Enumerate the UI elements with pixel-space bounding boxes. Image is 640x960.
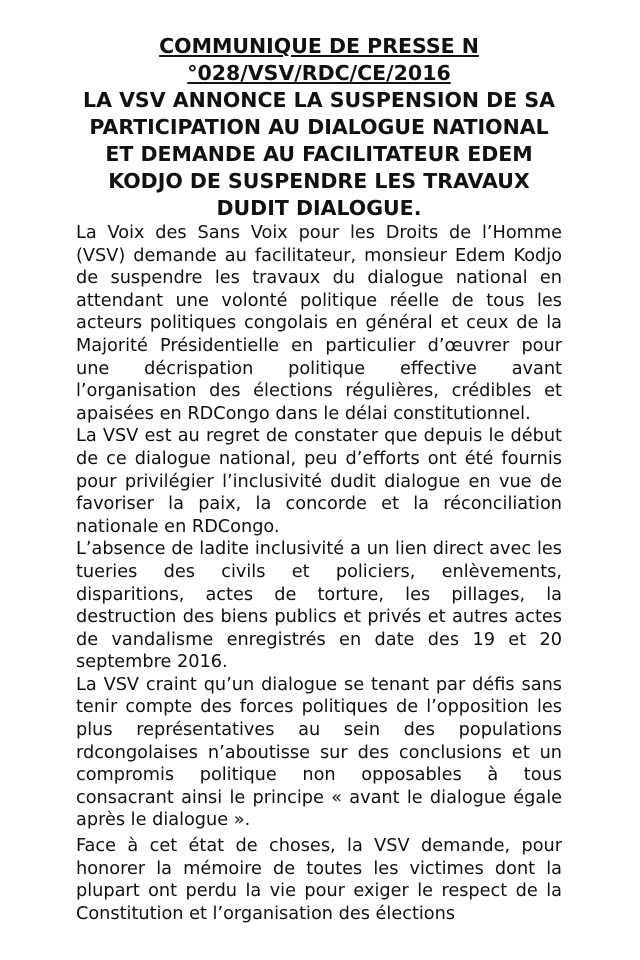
press-release-body xyxy=(76,222,562,925)
press-release-page xyxy=(76,33,562,925)
paragraph-2: La VSV est au regret de constater que depuis le début de ce dialogue national, peu d’efforts ont été fournis pour privilégier l’inclusivité dudit dialogue en vue de favoriser la paix, la concorde et la réconciliation nationale en RDCongo. xyxy=(76,426,562,537)
communique-number: COMMUNIQUE DE PRESSE N °028/VSV/RDC/CE/2016 xyxy=(159,34,479,85)
press-release-title: LA VSV ANNONCE LA SUSPENSION DE SA PARTICIPATION AU DIALOGUE NATIONAL ET DEMANDE AU FACILITATEUR EDEM KODJO DE SUSPENDRE LES TRAVAUX DUDIT DIALOGUE. xyxy=(83,88,555,220)
paragraph-3: L’absence de ladite inclusivité a un lien direct avec les tueries des civils et policiers, enlèvements, disparitions, actes de torture, les pillages, la destruction des biens publics et privés et autres actes de vandalisme enregistrés en date des 19 et 20 septembre 2016. xyxy=(76,539,562,673)
paragraph-5: Face à cet état de choses, la VSV demande, pour honorer la mémoire de toutes les victimes dont la plupart ont perdu la vie pour exiger le respect de la Constitution et l’organisation des élections xyxy=(76,836,562,924)
paragraph-1: La Voix des Sans Voix pour les Droits de l’Homme (VSV) demande au facilitateur, monsieur Edem Kodjo de suspendre les travaux du dialogue national en attendant une volonté politique réelle de tous les acteurs politiques congolais en général et ceux de la Majorité Présidentielle en particulier d’œuvrer pour une décrispation politique effective avant l’organisation des élections régulières, crédibles et apaisées en RDCongo dans le délai constitutionnel. xyxy=(76,223,562,424)
paragraph-4: La VSV craint qu’un dialogue se tenant par défis sans tenir compte des forces politiques de l’opposition les plus représentatives au sein des populations rdcongolaises n’aboutisse sur des conclusions et un compromis politique non opposables à tous consacrant ainsi le principe « avant le dialogue égale après le dialogue ». xyxy=(76,674,562,831)
press-release-heading xyxy=(76,33,562,222)
